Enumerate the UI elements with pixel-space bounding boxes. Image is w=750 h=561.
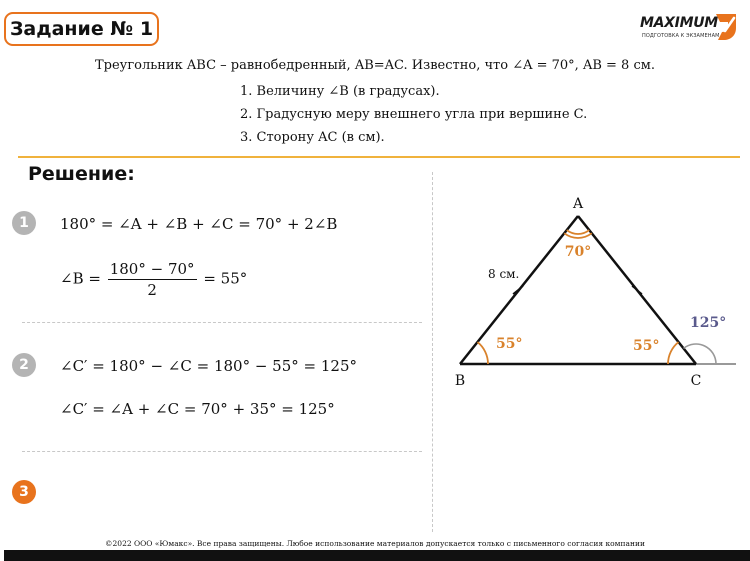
step-separator — [22, 451, 422, 452]
angle-arc-a-inner — [567, 230, 589, 234]
fraction-numerator: 180° − 70° — [109, 260, 195, 278]
solution-heading: Решение: — [28, 163, 135, 185]
fraction-denominator: 2 — [147, 281, 157, 299]
step-3-badge: 3 — [12, 480, 36, 504]
task-statement: Треугольник ABC – равнобедренный, AB=AC. Известно, что ∠A = 70°, AB = 8 см. — [95, 58, 655, 73]
fraction — [108, 259, 197, 300]
exterior-angle-label: 125° — [690, 315, 727, 331]
bottom-bar — [4, 550, 750, 561]
angle-arc-b — [478, 342, 489, 364]
angle-b-label: 55° — [496, 336, 523, 352]
step-1-badge: 1 — [12, 211, 36, 235]
question-2: 2. Градусную меру внешнего угла при вершине C. — [240, 107, 588, 122]
logo-mark-icon — [712, 12, 740, 42]
vertex-c-label: C — [690, 373, 702, 389]
angle-arc-c — [668, 342, 679, 364]
step-1-lhs: ∠B = — [60, 269, 101, 288]
angle-c-label: 55° — [633, 338, 660, 354]
question-3: 3. Сторону AC (в см). — [240, 130, 385, 145]
section-divider — [18, 156, 740, 158]
side-length-label: 8 см. — [488, 267, 520, 281]
tick-mark-ac — [632, 286, 642, 294]
task-title: Задание № 1 — [4, 12, 159, 46]
angle-a-label: 70° — [564, 244, 592, 260]
column-separator — [432, 172, 433, 532]
copyright-footer: ©2022 ООО «Юмакс». Все права защищены. Любое использование материалов допускается только с письменного согласия компании — [105, 539, 645, 548]
logo-text: MAXIMUM — [640, 15, 718, 31]
step-1-rhs: = 55° — [203, 269, 248, 288]
step-2-line-2: ∠C′ = ∠A + ∠C = 70° + 35° = 125° — [60, 400, 335, 418]
maximum-logo — [640, 12, 740, 46]
step-separator — [22, 322, 422, 323]
question-1: 1. Величину ∠B (в градусах). — [240, 84, 440, 99]
vertex-b-label: B — [454, 373, 466, 389]
step-1-line-2 — [60, 259, 247, 300]
step-1-line-1: 180° = ∠A + ∠B + ∠C = 70° + 2∠B — [60, 215, 338, 233]
triangle-diagram — [440, 186, 745, 396]
vertex-a-label: A — [572, 196, 584, 212]
logo-subtitle: ПОДГОТОВКА К ЭКЗАМЕНАМ — [642, 33, 720, 39]
step-2-line-1: ∠C′ = 180° − ∠C = 180° − 55° = 125° — [60, 357, 357, 375]
step-2-badge: 2 — [12, 353, 36, 377]
